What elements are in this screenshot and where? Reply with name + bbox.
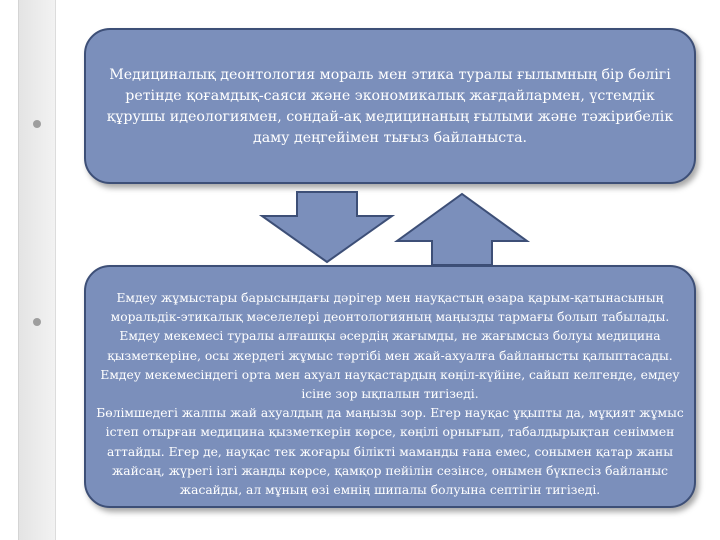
bottom-box-paragraph-1: Емдеу жұмыстары барысындағы дәрігер мен науқастың өзара қарым-қатынасының моральдік-этикалық мәселелері деонтологияның маңызды тармағы болып табылады. Емдеу мекемесі туралы алғашқы әсердің жағымды, не жағымсыз болуы медицина қызметкеріне, осы жердегі жұмыс тәртібі мен жай-ахуалға байланысты қалыптасады. Емдеу мекемесіндегі орта мен ахуал науқастардың көңіл-күйіне, сайып келгенде, емдеу ісіне зор ықпалын тигізеді. [100, 291, 680, 402]
top-box-text: Медициналық деонтология мораль мен этика туралы ғылымның бір бөлігі ретінде қоғамдық-саяси және экономикалық жағдайлармен, үстемдік құрушы идеологиямен, сондай-ақ медицинаның ғылыми және тәжірибелік даму деңгейімен тығыз байланыста. [106, 67, 674, 146]
down-arrow [262, 192, 392, 262]
up-arrow [397, 194, 527, 265]
bottom-box-paragraph-2: Бөлімшедегі жалпы жай ахуалдың да маңызы зор. Егер науқас ұқыпты да, мұқият жұмыс істеп отырған медицина қызметкерін көрсе, көңілі орнығып, табалдырықтан сеніммен аттайды. Егер де, науқас тек жоғары білікті маманды ғана емес, сонымен қатар жаны жайсаң, жүрегі ізгі жанды көрсе, қамқор пейілін сезінсе, онымен бүкпесіз байланыс жасайды, ал мұның өзі емнің шипалы болуына септігін тигізеді. [96, 406, 684, 498]
bottom-text-box [84, 265, 696, 508]
